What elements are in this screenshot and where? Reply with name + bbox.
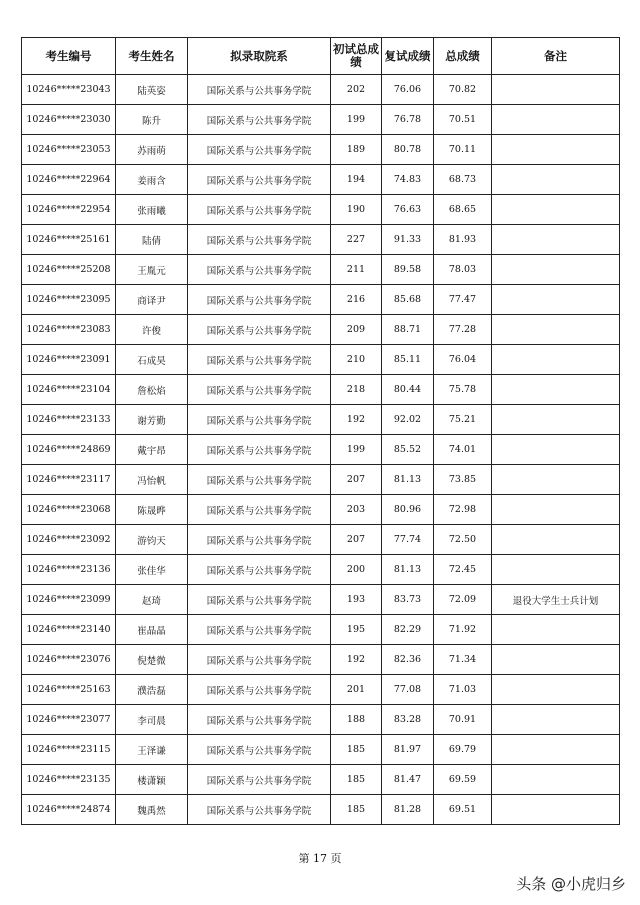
cell-initial-score: 185 <box>331 765 382 795</box>
cell-name: 石成昊 <box>116 345 188 375</box>
cell-remark <box>492 75 620 105</box>
table-row <box>22 615 620 645</box>
table-row <box>22 675 620 705</box>
cell-retest-score: 81.13 <box>382 465 434 495</box>
cell-name: 陈升 <box>116 105 188 135</box>
cell-retest-score: 74.83 <box>382 165 434 195</box>
cell-total-score: 69.51 <box>434 795 492 825</box>
cell-total-score: 71.03 <box>434 675 492 705</box>
cell-retest-score: 80.44 <box>382 375 434 405</box>
table-row <box>22 255 620 285</box>
cell-initial-score: 194 <box>331 165 382 195</box>
cell-remark <box>492 465 620 495</box>
cell-department: 国际关系与公共事务学院 <box>188 285 331 315</box>
cell-initial-score: 203 <box>331 495 382 525</box>
cell-retest-score: 76.63 <box>382 195 434 225</box>
cell-retest-score: 81.13 <box>382 555 434 585</box>
cell-name: 王胤元 <box>116 255 188 285</box>
cell-total-score: 68.65 <box>434 195 492 225</box>
cell-exam-id: 10246*****23068 <box>22 495 116 525</box>
cell-department: 国际关系与公共事务学院 <box>188 135 331 165</box>
cell-remark <box>492 555 620 585</box>
cell-total-score: 72.09 <box>434 585 492 615</box>
cell-initial-score: 190 <box>331 195 382 225</box>
cell-initial-score: 193 <box>331 585 382 615</box>
cell-initial-score: 195 <box>331 615 382 645</box>
cell-remark <box>492 705 620 735</box>
cell-initial-score: 227 <box>331 225 382 255</box>
cell-initial-score: 207 <box>331 465 382 495</box>
cell-retest-score: 82.36 <box>382 645 434 675</box>
cell-total-score: 81.93 <box>434 225 492 255</box>
table-row <box>22 585 620 615</box>
watermark: 头条 @小虎归乡 <box>516 875 626 893</box>
cell-exam-id: 10246*****23083 <box>22 315 116 345</box>
cell-exam-id: 10246*****23043 <box>22 75 116 105</box>
cell-exam-id: 10246*****25163 <box>22 675 116 705</box>
cell-name: 姜雨含 <box>116 165 188 195</box>
cell-department: 国际关系与公共事务学院 <box>188 735 331 765</box>
cell-exam-id: 10246*****23117 <box>22 465 116 495</box>
cell-initial-score: 199 <box>331 105 382 135</box>
cell-remark <box>492 645 620 675</box>
cell-department: 国际关系与公共事务学院 <box>188 405 331 435</box>
table-row <box>22 165 620 195</box>
cell-exam-id: 10246*****23077 <box>22 705 116 735</box>
table-row <box>22 375 620 405</box>
header-total-score: 总成绩 <box>434 38 492 75</box>
cell-exam-id: 10246*****25208 <box>22 255 116 285</box>
cell-department: 国际关系与公共事务学院 <box>188 225 331 255</box>
cell-name: 王泽谦 <box>116 735 188 765</box>
table-row <box>22 765 620 795</box>
cell-exam-id: 10246*****23136 <box>22 555 116 585</box>
cell-name: 魏禹然 <box>116 795 188 825</box>
cell-exam-id: 10246*****23135 <box>22 765 116 795</box>
cell-remark <box>492 285 620 315</box>
cell-name: 商译尹 <box>116 285 188 315</box>
cell-retest-score: 81.47 <box>382 765 434 795</box>
cell-name: 詹松焰 <box>116 375 188 405</box>
cell-exam-id: 10246*****23091 <box>22 345 116 375</box>
cell-initial-score: 216 <box>331 285 382 315</box>
cell-name: 倪楚微 <box>116 645 188 675</box>
cell-retest-score: 92.02 <box>382 405 434 435</box>
cell-remark: 退役大学生士兵计划 <box>492 585 620 615</box>
cell-remark <box>492 675 620 705</box>
cell-department: 国际关系与公共事务学院 <box>188 75 331 105</box>
cell-retest-score: 77.08 <box>382 675 434 705</box>
cell-name: 苏雨萌 <box>116 135 188 165</box>
cell-initial-score: 210 <box>331 345 382 375</box>
cell-remark <box>492 165 620 195</box>
cell-department: 国际关系与公共事务学院 <box>188 495 331 525</box>
cell-retest-score: 83.73 <box>382 585 434 615</box>
table-row <box>22 285 620 315</box>
cell-department: 国际关系与公共事务学院 <box>188 525 331 555</box>
cell-exam-id: 10246*****23133 <box>22 405 116 435</box>
cell-exam-id: 10246*****23092 <box>22 525 116 555</box>
table-row <box>22 105 620 135</box>
cell-name: 崔晶晶 <box>116 615 188 645</box>
cell-retest-score: 77.74 <box>382 525 434 555</box>
cell-initial-score: 189 <box>331 135 382 165</box>
cell-remark <box>492 375 620 405</box>
header-row <box>22 38 620 75</box>
cell-remark <box>492 195 620 225</box>
cell-remark <box>492 495 620 525</box>
table-row <box>22 795 620 825</box>
cell-name: 楼潇颖 <box>116 765 188 795</box>
cell-initial-score: 218 <box>331 375 382 405</box>
cell-retest-score: 88.71 <box>382 315 434 345</box>
cell-remark <box>492 735 620 765</box>
cell-total-score: 75.78 <box>434 375 492 405</box>
cell-exam-id: 10246*****23099 <box>22 585 116 615</box>
table-row <box>22 465 620 495</box>
cell-total-score: 74.01 <box>434 435 492 465</box>
cell-remark <box>492 135 620 165</box>
score-table <box>21 37 620 825</box>
cell-department: 国际关系与公共事务学院 <box>188 315 331 345</box>
cell-remark <box>492 795 620 825</box>
cell-exam-id: 10246*****23115 <box>22 735 116 765</box>
cell-name: 濮浩磊 <box>116 675 188 705</box>
cell-remark <box>492 225 620 255</box>
cell-exam-id: 10246*****23053 <box>22 135 116 165</box>
table-body <box>22 75 620 825</box>
table-row <box>22 735 620 765</box>
cell-retest-score: 76.06 <box>382 75 434 105</box>
cell-total-score: 72.50 <box>434 525 492 555</box>
cell-total-score: 75.21 <box>434 405 492 435</box>
cell-exam-id: 10246*****24874 <box>22 795 116 825</box>
table-row <box>22 555 620 585</box>
cell-retest-score: 85.68 <box>382 285 434 315</box>
cell-department: 国际关系与公共事务学院 <box>188 675 331 705</box>
cell-initial-score: 185 <box>331 795 382 825</box>
cell-total-score: 72.98 <box>434 495 492 525</box>
cell-total-score: 69.79 <box>434 735 492 765</box>
cell-department: 国际关系与公共事务学院 <box>188 555 331 585</box>
cell-total-score: 72.45 <box>434 555 492 585</box>
cell-department: 国际关系与公共事务学院 <box>188 255 331 285</box>
header-name: 考生姓名 <box>116 38 188 75</box>
cell-remark <box>492 615 620 645</box>
cell-remark <box>492 255 620 285</box>
cell-total-score: 77.47 <box>434 285 492 315</box>
cell-exam-id: 10246*****23030 <box>22 105 116 135</box>
header-retest-score: 复试成绩 <box>382 38 434 75</box>
cell-exam-id: 10246*****23104 <box>22 375 116 405</box>
cell-total-score: 70.11 <box>434 135 492 165</box>
cell-exam-id: 10246*****24869 <box>22 435 116 465</box>
cell-retest-score: 81.97 <box>382 735 434 765</box>
cell-total-score: 70.82 <box>434 75 492 105</box>
cell-name: 陈晟晔 <box>116 495 188 525</box>
table-row <box>22 135 620 165</box>
cell-name: 陆英姿 <box>116 75 188 105</box>
header-department: 拟录取院系 <box>188 38 331 75</box>
table-row <box>22 405 620 435</box>
table-row <box>22 195 620 225</box>
cell-retest-score: 85.11 <box>382 345 434 375</box>
cell-name: 陆倩 <box>116 225 188 255</box>
cell-exam-id: 10246*****23095 <box>22 285 116 315</box>
cell-initial-score: 207 <box>331 525 382 555</box>
cell-remark <box>492 765 620 795</box>
cell-initial-score: 185 <box>331 735 382 765</box>
header-remark: 备注 <box>492 38 620 75</box>
cell-department: 国际关系与公共事务学院 <box>188 705 331 735</box>
cell-initial-score: 209 <box>331 315 382 345</box>
cell-remark <box>492 405 620 435</box>
cell-name: 冯怡帆 <box>116 465 188 495</box>
cell-initial-score: 199 <box>331 435 382 465</box>
cell-department: 国际关系与公共事务学院 <box>188 645 331 675</box>
cell-remark <box>492 105 620 135</box>
cell-total-score: 73.85 <box>434 465 492 495</box>
table-row <box>22 435 620 465</box>
cell-retest-score: 89.58 <box>382 255 434 285</box>
cell-initial-score: 192 <box>331 645 382 675</box>
header-exam-id: 考生编号 <box>22 38 116 75</box>
cell-retest-score: 81.28 <box>382 795 434 825</box>
cell-department: 国际关系与公共事务学院 <box>188 585 331 615</box>
cell-retest-score: 83.28 <box>382 705 434 735</box>
table-row <box>22 75 620 105</box>
cell-total-score: 69.59 <box>434 765 492 795</box>
cell-department: 国际关系与公共事务学院 <box>188 375 331 405</box>
cell-department: 国际关系与公共事务学院 <box>188 795 331 825</box>
cell-initial-score: 201 <box>331 675 382 705</box>
cell-initial-score: 192 <box>331 405 382 435</box>
cell-department: 国际关系与公共事务学院 <box>188 615 331 645</box>
cell-retest-score: 85.52 <box>382 435 434 465</box>
cell-name: 戴宇昂 <box>116 435 188 465</box>
cell-exam-id: 10246*****22964 <box>22 165 116 195</box>
cell-department: 国际关系与公共事务学院 <box>188 435 331 465</box>
cell-total-score: 71.34 <box>434 645 492 675</box>
page-number: 第 17 页 <box>298 852 342 865</box>
cell-retest-score: 91.33 <box>382 225 434 255</box>
cell-remark <box>492 345 620 375</box>
cell-department: 国际关系与公共事务学院 <box>188 165 331 195</box>
cell-name: 谢芳勤 <box>116 405 188 435</box>
cell-total-score: 71.92 <box>434 615 492 645</box>
cell-department: 国际关系与公共事务学院 <box>188 345 331 375</box>
cell-department: 国际关系与公共事务学院 <box>188 195 331 225</box>
cell-retest-score: 82.29 <box>382 615 434 645</box>
cell-name: 张雨曦 <box>116 195 188 225</box>
cell-exam-id: 10246*****23140 <box>22 615 116 645</box>
table-row <box>22 315 620 345</box>
cell-retest-score: 76.78 <box>382 105 434 135</box>
cell-department: 国际关系与公共事务学院 <box>188 465 331 495</box>
cell-retest-score: 80.78 <box>382 135 434 165</box>
table-row <box>22 705 620 735</box>
cell-name: 张佳华 <box>116 555 188 585</box>
cell-remark <box>492 435 620 465</box>
cell-department: 国际关系与公共事务学院 <box>188 105 331 135</box>
cell-total-score: 77.28 <box>434 315 492 345</box>
cell-retest-score: 80.96 <box>382 495 434 525</box>
cell-exam-id: 10246*****22954 <box>22 195 116 225</box>
cell-total-score: 76.04 <box>434 345 492 375</box>
cell-name: 游钧天 <box>116 525 188 555</box>
table-row <box>22 225 620 255</box>
cell-total-score: 78.03 <box>434 255 492 285</box>
cell-name: 许俊 <box>116 315 188 345</box>
cell-exam-id: 10246*****23076 <box>22 645 116 675</box>
cell-initial-score: 188 <box>331 705 382 735</box>
cell-total-score: 70.51 <box>434 105 492 135</box>
cell-total-score: 68.73 <box>434 165 492 195</box>
cell-name: 李司晨 <box>116 705 188 735</box>
header-initial-score: 初试总成绩 <box>331 38 382 75</box>
table-row <box>22 645 620 675</box>
cell-remark <box>492 315 620 345</box>
cell-initial-score: 200 <box>331 555 382 585</box>
table-row <box>22 525 620 555</box>
cell-total-score: 70.91 <box>434 705 492 735</box>
table-row <box>22 495 620 525</box>
cell-initial-score: 211 <box>331 255 382 285</box>
cell-exam-id: 10246*****25161 <box>22 225 116 255</box>
cell-department: 国际关系与公共事务学院 <box>188 765 331 795</box>
cell-remark <box>492 525 620 555</box>
cell-name: 赵琦 <box>116 585 188 615</box>
cell-initial-score: 202 <box>331 75 382 105</box>
table-row <box>22 345 620 375</box>
